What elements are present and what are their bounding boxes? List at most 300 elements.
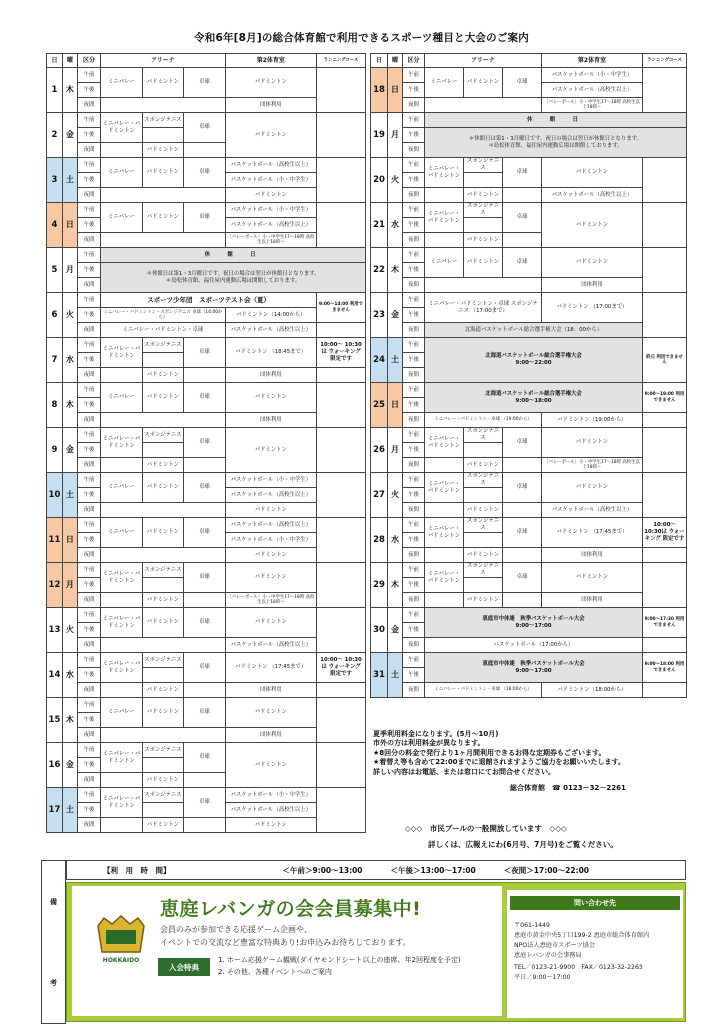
cell-empty (503, 593, 542, 608)
cell-arena: ミニバレー・バドミントン・卓球 （19:00から） (425, 413, 542, 428)
table-row (47, 473, 366, 488)
cell-badminton: バドミントン (142, 68, 183, 98)
period-label: 午後 (77, 398, 100, 413)
benefit-item: 1. ホーム応援ゲーム観戦(ダイヤモンドシート以上の座席、年2回程度を予定) (218, 956, 461, 964)
closed-day-note (425, 128, 687, 158)
closed-day-note (101, 263, 366, 293)
cell-gym2: バドミントン（14:00から） (225, 308, 316, 323)
header-day: 日 (371, 54, 388, 68)
event-title: スポーツ少年団 スポーツテスト会（夏） (101, 293, 317, 308)
period-label: 午後 (403, 668, 425, 683)
day-number: 20 (371, 158, 388, 203)
cell-badminton: バドミントン (142, 383, 183, 413)
cell-gym2: バドミントン (225, 563, 316, 593)
period-label: 午後 (403, 173, 425, 188)
cell-arena: ミニバレー・バドミントン・卓球 （18:00から） (425, 683, 542, 698)
cell-running (317, 788, 366, 833)
cell-takkyu: 卓球 (503, 563, 542, 593)
table-row (371, 683, 687, 698)
day-number: 19 (371, 113, 388, 158)
weekday: 木 (388, 248, 403, 293)
cell-gym2: バスケットボール（高校生以上） (225, 323, 316, 338)
period-label: 午後 (403, 308, 425, 323)
table-row (47, 263, 366, 278)
cell-gym2: バドミントン (225, 503, 316, 518)
cell-running (643, 428, 687, 473)
cell-gym2: バスケットボール（小・中学生） (225, 533, 316, 548)
cell-gym2: バドミントン (542, 428, 643, 458)
header-arena: アリーナ (425, 54, 542, 68)
notice-line: ★着替え等も含めて22:00までに退館されますようご協力をお願いいたします。 (373, 758, 625, 767)
cell-takkyu: 卓球 (503, 428, 542, 458)
cell-sponge: スポンジテニス (142, 113, 183, 128)
cell-empty (425, 233, 464, 248)
header-day: 日 (47, 54, 63, 68)
banner-title: 恵庭レバンガの会会員募集中! (160, 898, 422, 920)
cell-badminton: バドミントン (464, 503, 503, 518)
cell-sponge: スポンジテニス (464, 563, 503, 578)
day-number: 9 (47, 428, 63, 473)
contact-tel: TEL／0123-21-9900 FAX／0123-32-2263 (514, 964, 643, 971)
period-label: 午後 (403, 398, 425, 413)
cell-takkyu: 卓球 (184, 518, 225, 548)
period-label: 午前 (77, 248, 100, 263)
cell-volley: ミニバレー (425, 248, 464, 278)
period-label: 夜間 (77, 728, 100, 743)
table-row (371, 68, 687, 83)
header-period: 区分 (77, 54, 100, 68)
cell-gym2: バスケットボール（高校生以上） (225, 158, 316, 173)
table-row (47, 248, 366, 263)
cell-gym2: バスケットボール（小・中学生） (225, 788, 316, 803)
cell-gym2: バスケットボール（高校生以上） (225, 518, 316, 533)
cell-running (317, 203, 366, 248)
cell-running: 9:00～17:30 利用できません (643, 608, 687, 638)
cell-gym2: バスケットボール（高校生以上） (225, 638, 316, 653)
cell-gym2: バドミントン (225, 68, 316, 98)
usage-hours (66, 860, 686, 880)
cell-running (643, 68, 687, 113)
event-time: 9:00～17:00 (515, 667, 552, 674)
day-number: 14 (47, 653, 63, 698)
notice-block (373, 730, 693, 777)
period-label: 夜間 (403, 593, 425, 608)
cell-running (317, 158, 366, 203)
period-label: 午前 (77, 293, 100, 308)
cell-sponge: スポンジテニス (142, 338, 183, 353)
period-label: 夜間 (403, 188, 425, 203)
cell-empty (101, 638, 225, 653)
cell-takkyu: 卓球 (503, 473, 542, 503)
cell-running: 10:00～ 10:30は ウォーキング 限定です (317, 653, 366, 683)
period-label: 夜間 (403, 278, 425, 293)
cell-gym2: バドミントン (225, 428, 316, 473)
weekday: 土 (62, 788, 77, 833)
cell-arena: ミニバレー・バドミントン・卓球 スポンジテニス （17:00まで） (425, 293, 542, 323)
period-label: 午後 (77, 758, 100, 773)
cell-gym2: バドミントン（18:00から） (542, 683, 643, 698)
table-row (47, 743, 366, 758)
period-label: 午後 (77, 623, 100, 638)
header-dow: 曜 (388, 54, 403, 68)
period-label: 夜間 (403, 548, 425, 563)
weekday: 金 (62, 428, 77, 473)
period-label: 夜間 (77, 503, 100, 518)
period-label: 夜間 (403, 233, 425, 248)
cell-gym2: バスケットボール（小・中学生） (542, 68, 643, 83)
cell-takkyu: 卓球 (184, 383, 225, 413)
period-label: 夜間 (77, 98, 100, 113)
table-row (47, 293, 366, 308)
cell-gym2: 団体利用 (225, 728, 316, 743)
cell-gym2: バドミントン (542, 248, 643, 278)
cell-empty (184, 818, 225, 833)
table-row (371, 338, 687, 353)
day-number: 12 (47, 563, 63, 608)
cell-running: 9:00～18:00 利用できません (643, 653, 687, 683)
period-label: 午後 (77, 578, 100, 593)
levanga-logo-icon (92, 912, 150, 970)
cell-empty (643, 413, 687, 428)
weekday: 火 (388, 473, 403, 518)
period-label: 午前 (403, 293, 425, 308)
table-row (47, 323, 366, 338)
period-label: 夜間 (403, 683, 425, 698)
period-label: 午前 (77, 788, 100, 803)
table-row (371, 593, 687, 608)
cell-takkyu: 卓球 (184, 68, 225, 98)
cell-empty (503, 188, 542, 203)
day-number: 3 (47, 158, 63, 203)
cell-badminton: バドミントン (142, 368, 183, 383)
table-row (371, 473, 687, 488)
event-title: 恵庭市中体連 秋季バスケットボール大会 (482, 615, 585, 622)
cell-volley: ミニバレー (101, 518, 142, 548)
table-row (47, 563, 366, 578)
cell-empty (425, 593, 464, 608)
period-label: 午前 (403, 563, 425, 578)
cell-empty (643, 638, 687, 653)
cell-vb-bad: ミニバレー・バドミントン (101, 788, 142, 818)
period-label: 夜間 (77, 323, 100, 338)
notice-line: 市外の方は利用料金が異なります。 (373, 739, 485, 748)
cell-takkyu: 卓球 (184, 203, 225, 233)
day-number: 16 (47, 743, 63, 788)
cell-empty (184, 773, 225, 788)
cell-takkyu: 卓球 (184, 608, 225, 638)
cell-gym2: バドミントン (225, 698, 316, 728)
period-label: 午後 (403, 578, 425, 593)
day-number: 8 (47, 383, 63, 428)
cell-sponge: スポンジテニス (464, 473, 503, 488)
period-label: 午後 (77, 218, 100, 233)
period-label: 夜間 (403, 323, 425, 338)
cell-gym2: ［バレーボール］小・中学生17～18時 高校生以上18時～ (225, 593, 316, 608)
cell-empty (101, 143, 142, 158)
table-row (371, 518, 687, 533)
table-row (371, 563, 687, 578)
cell-empty (101, 503, 225, 518)
table-row (371, 128, 687, 143)
cell-empty (425, 548, 464, 563)
table-row (371, 638, 687, 653)
notice-line: 夏季利用料金になります。(5月～10月) (373, 730, 499, 738)
period-label: 午後 (77, 668, 100, 683)
day-number: 1 (47, 68, 63, 113)
period-label: 午前 (77, 518, 100, 533)
table-row (371, 413, 687, 428)
header-gym2: 第2体育室 (225, 54, 316, 68)
period-label: 午前 (77, 653, 100, 668)
banner-subtext: 会員のみが参加できる応援ゲーム企画や、 (160, 925, 312, 934)
cell-volley: ミニバレー (425, 68, 464, 98)
page-title: 令和6年[8月]の総合体育館で利用できるスポーツ種目と大会のご案内 (194, 32, 529, 44)
period-label: 午前 (403, 68, 425, 83)
cell-running (643, 158, 687, 203)
table-row (371, 98, 687, 113)
cell-empty (464, 443, 503, 458)
table-row (371, 188, 687, 203)
weekday: 木 (62, 698, 77, 743)
weekday: 月 (62, 248, 77, 293)
cell-gym2: バスケットボール（高校生以上） (225, 218, 316, 233)
cell-empty (503, 548, 542, 563)
weekday: 月 (388, 113, 403, 158)
period-label: 午後 (77, 443, 100, 458)
day-number: 4 (47, 203, 63, 248)
event-cell: 北海道バスケットボール総合選手権大会（18：00から） (425, 323, 643, 338)
cell-badminton: バドミントン (142, 203, 183, 233)
period-label: 夜間 (77, 638, 100, 653)
cell-gym2: バスケットボール（高校生以上） (542, 188, 643, 203)
cell-empty (464, 218, 503, 233)
table-row (371, 323, 687, 338)
cell-vb-bad: ミニバレー・バドミントン (425, 428, 464, 458)
cell-running (643, 563, 687, 608)
header-running: ランニングコース (643, 54, 687, 68)
weekday: 月 (388, 428, 403, 473)
day-number: 7 (47, 338, 63, 383)
period-label: 午後 (77, 713, 100, 728)
table-row (47, 338, 366, 353)
cell-badminton: バドミントン (142, 518, 183, 548)
cell-gym2: バドミントン （17:45まで） (542, 518, 643, 548)
cell-vb-bad: ミニバレー・バドミントン (101, 428, 142, 458)
period-label: 午前 (403, 338, 425, 353)
cell-empty (184, 593, 225, 608)
cell-vb-bad: ミニバレー・バドミントン (425, 473, 464, 503)
cell-gym2: バドミントン (225, 743, 316, 788)
cell-empty (142, 803, 183, 818)
weekday: 金 (388, 293, 403, 338)
period-label: 午後 (77, 308, 100, 323)
cell-arena: ミニバレー・バドミントン・卓球 (101, 323, 225, 338)
period-label: 午後 (403, 128, 425, 143)
period-label: 午後 (77, 533, 100, 548)
day-number: 13 (47, 608, 63, 653)
hours-pm: ＜午後＞13:00～17:00 (390, 865, 476, 875)
event-title: 北海道バスケットボール総合選手権大会 (485, 390, 582, 397)
day-number: 27 (371, 473, 388, 518)
weekday: 土 (62, 158, 77, 203)
cell-gym2: バスケットボール（高校生以上） (542, 503, 643, 518)
cell-running (317, 473, 366, 518)
banner-subtext: イベントでの交流など豊富な特典あり!お申込みお待ちしております。 (160, 938, 411, 947)
day-number: 28 (371, 518, 388, 563)
cell-empty (101, 413, 225, 428)
cell-empty (184, 143, 225, 158)
table-row (47, 653, 366, 668)
cell-empty (101, 683, 142, 698)
cell-empty (184, 458, 225, 473)
join-benefits-badge: 入会特典 (158, 958, 210, 976)
period-label: 午後 (403, 263, 425, 278)
closed-note-1: ＊休館日は第1・3月曜日です。祝日の場合は翌日が休館日となります。 (468, 135, 643, 142)
cell-empty (101, 188, 225, 203)
cell-takkyu: 卓球 (503, 158, 542, 188)
cell-gym2: ［バレーボール］小・中学生17～18時 高校生以上18時～ (542, 458, 643, 473)
cell-empty (101, 368, 142, 383)
cell-takkyu: 卓球 (184, 743, 225, 773)
cell-empty (643, 683, 687, 698)
table-row (371, 278, 687, 293)
cell-running (643, 203, 687, 248)
cell-empty (101, 593, 142, 608)
period-label: 夜間 (403, 413, 425, 428)
cell-sponge: スポンジテニス (142, 788, 183, 803)
weekday: 土 (388, 338, 403, 383)
table-row (47, 608, 366, 623)
cell-takkyu: 卓球 (184, 788, 225, 818)
cell-badminton: バドミントン (464, 548, 503, 563)
weekday: 木 (62, 383, 77, 428)
cell-empty (101, 773, 142, 788)
cell-gym2: バドミントン (542, 158, 643, 188)
cell-badminton: バドミントン (464, 68, 503, 98)
cell-sponge: スポンジテニス (464, 158, 503, 173)
cell-empty (317, 323, 366, 338)
weekday: 日 (62, 203, 77, 248)
cell-badminton: バドミントン (142, 698, 183, 728)
cell-sponge: スポンジテニス (464, 428, 503, 443)
period-label: 夜間 (77, 683, 100, 698)
period-label: 夜間 (77, 278, 100, 293)
cell-vb-bad: ミニバレー・バドミントン (101, 653, 142, 683)
period-label: 午後 (403, 218, 425, 233)
cell-badminton: バドミントン (464, 188, 503, 203)
table-row (47, 158, 366, 173)
cell-vb-bad: ミニバレー・バドミントン (101, 338, 142, 368)
cell-gym2: ［バレーボール］小・中学生17～18時 高校生以上18時～ (225, 233, 316, 248)
cell-empty (317, 683, 366, 698)
cell-gym2: 団体利用 (542, 593, 643, 608)
event-cell (425, 383, 643, 413)
cell-empty (142, 353, 183, 368)
cell-empty (464, 173, 503, 188)
period-label: 夜間 (403, 143, 425, 158)
cell-running: 終日 利用できません (643, 338, 687, 383)
contact-org: NPO法人恵庭市スポーツ協会 (514, 942, 596, 949)
cell-volley: ミニバレー (101, 698, 142, 728)
period-label: 午前 (403, 203, 425, 218)
cell-volley: ミニバレー (101, 68, 142, 98)
cell-empty (425, 188, 464, 203)
cell-badminton: バドミントン (142, 143, 183, 158)
cell-gym2: バドミントン (225, 548, 316, 563)
period-label: 午前 (403, 653, 425, 668)
cell-gym2: バドミントン (225, 113, 316, 158)
cell-gym2: バドミントン （17:00まで） (542, 293, 643, 323)
cell-takkyu: 卓球 (503, 518, 542, 548)
period-label: 午後 (403, 488, 425, 503)
event-title: 恵庭市中体連 秋季バスケットボール大会 (482, 660, 585, 667)
cell-vb-bad: ミニバレー・バドミントン (101, 608, 142, 638)
period-label: 午後 (403, 83, 425, 98)
cell-takkyu: 卓球 (184, 653, 225, 683)
table-row (47, 113, 366, 128)
cell-empty (184, 368, 225, 383)
day-number: 26 (371, 428, 388, 473)
period-label: 午後 (403, 623, 425, 638)
period-label: 夜間 (403, 458, 425, 473)
weekday: 日 (388, 383, 403, 428)
gym-phone: 総合体育館 ☎ 0123－32－2261 (510, 784, 626, 792)
cell-gym2: 団体利用 (225, 683, 316, 698)
closed-day-title: 休 館 日 (101, 248, 366, 263)
period-label: 夜間 (77, 368, 100, 383)
table-row (47, 428, 366, 443)
cell-empty (317, 368, 366, 383)
cell-badminton: バドミントン (464, 593, 503, 608)
period-label: 夜間 (77, 548, 100, 563)
cell-badminton: バドミントン (464, 458, 503, 473)
cell-badminton: バドミントン (142, 683, 183, 698)
cell-empty (464, 488, 503, 503)
period-label: 午前 (403, 158, 425, 173)
weekday: 土 (62, 473, 77, 518)
table-row (47, 203, 366, 218)
period-label: 午前 (77, 158, 100, 173)
cell-empty (464, 533, 503, 548)
weekday: 木 (62, 68, 77, 113)
cell-running (643, 293, 687, 338)
day-number: 10 (47, 473, 63, 518)
weekday: 水 (388, 203, 403, 248)
weekday: 水 (62, 653, 77, 698)
period-label: 午前 (77, 743, 100, 758)
cell-empty (101, 98, 225, 113)
period-label: 夜間 (403, 368, 425, 383)
cell-empty (101, 728, 225, 743)
day-number: 18 (371, 68, 388, 113)
logo-text: HOKKAIDO (102, 957, 140, 964)
table-row (371, 293, 687, 308)
cell-gym2: バドミントン （17:45まで） (225, 653, 316, 683)
table-row (371, 653, 687, 668)
event-cell (425, 608, 643, 638)
weekday: 木 (388, 563, 403, 608)
cell-takkyu: 卓球 (503, 68, 542, 98)
cell-badminton: バドミントン (142, 818, 183, 833)
cell-takkyu: 卓球 (184, 428, 225, 458)
closed-note-2: ＊島松体育館、福住屋内運動広場は開館しております。 (488, 142, 623, 149)
weekday: 水 (388, 518, 403, 563)
weekday: 月 (62, 563, 77, 608)
period-label: 午前 (77, 428, 100, 443)
cell-running: 9:00～14:00 利用できません (317, 293, 366, 323)
event-time: 9:00～17:00 (515, 622, 552, 629)
cell-running: 9:00～19:00 利用できません (643, 383, 687, 413)
